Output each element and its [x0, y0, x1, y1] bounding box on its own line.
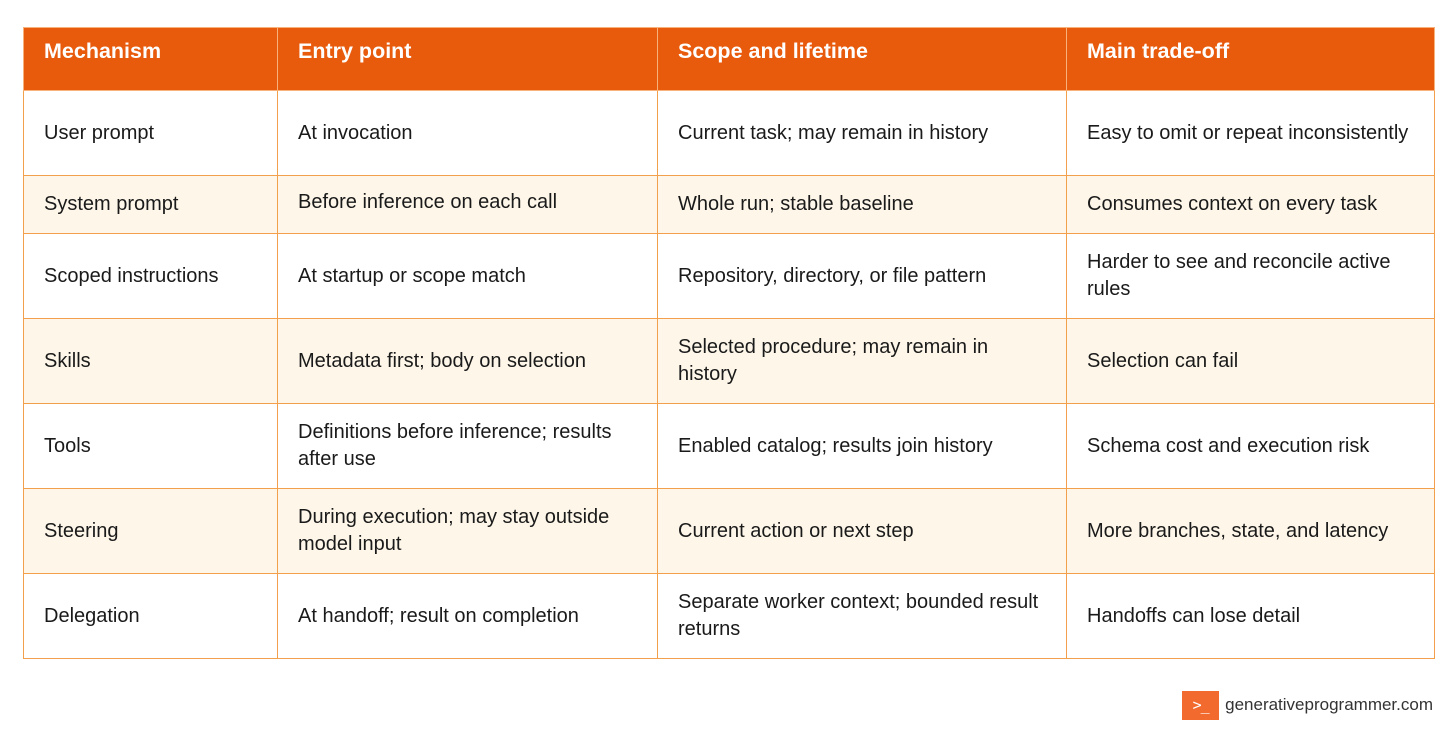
- header-entry-point: Entry point: [278, 28, 658, 91]
- cell-entry-point: Metadata first; body on selection: [278, 319, 658, 404]
- cell-scope-and-lifetime: Current action or next step: [658, 489, 1067, 574]
- cell-scope-and-lifetime: Selected procedure; may remain in history: [658, 319, 1067, 404]
- brand-url[interactable]: generativeprogrammer.com: [1225, 695, 1433, 714]
- header-row: [24, 28, 1435, 91]
- table-row: [24, 319, 1435, 404]
- table-body: [24, 91, 1435, 659]
- cell-scope-and-lifetime: Whole run; stable baseline: [658, 176, 1067, 234]
- table-row: [24, 234, 1435, 319]
- cell-entry-point: At invocation: [278, 91, 658, 176]
- table-row: [24, 91, 1435, 176]
- cell-mechanism: Scoped instructions: [24, 234, 278, 319]
- header-main-trade-off: Main trade-off: [1067, 28, 1435, 91]
- cell-mechanism: Delegation: [24, 574, 278, 659]
- terminal-prompt-icon: >_: [1182, 691, 1219, 720]
- cell-mechanism: User prompt: [24, 91, 278, 176]
- cell-main-trade-off: Schema cost and execution risk: [1067, 404, 1435, 489]
- cell-main-trade-off: More branches, state, and latency: [1067, 489, 1435, 574]
- cell-mechanism: Steering: [24, 489, 278, 574]
- table-header: [24, 28, 1435, 91]
- cell-scope-and-lifetime: Repository, directory, or file pattern: [658, 234, 1067, 319]
- cell-entry-point: During execution; may stay outside model input: [278, 489, 658, 574]
- cell-scope-and-lifetime: Enabled catalog; results join history: [658, 404, 1067, 489]
- cell-entry-point: Before inference on each call: [278, 176, 658, 234]
- cell-mechanism: System prompt: [24, 176, 278, 234]
- cell-mechanism: Skills: [24, 319, 278, 404]
- cell-entry-point: At startup or scope match: [278, 234, 658, 319]
- cell-scope-and-lifetime: Current task; may remain in history: [658, 91, 1067, 176]
- cell-mechanism: Tools: [24, 404, 278, 489]
- table-row: [24, 404, 1435, 489]
- table-row: [24, 489, 1435, 574]
- cell-main-trade-off: Handoffs can lose detail: [1067, 574, 1435, 659]
- cell-main-trade-off: Harder to see and reconcile active rules: [1067, 234, 1435, 319]
- header-scope-and-lifetime: Scope and lifetime: [658, 28, 1067, 91]
- cell-entry-point: Definitions before inference; results after use: [278, 404, 658, 489]
- comparison-table: [23, 27, 1435, 659]
- cell-entry-point: At handoff; result on completion: [278, 574, 658, 659]
- cell-main-trade-off: Selection can fail: [1067, 319, 1435, 404]
- cell-main-trade-off: Consumes context on every task: [1067, 176, 1435, 234]
- cell-scope-and-lifetime: Separate worker context; bounded result returns: [658, 574, 1067, 659]
- table-row: [24, 574, 1435, 659]
- header-mechanism: Mechanism: [24, 28, 278, 91]
- table-row: [24, 176, 1435, 234]
- brand-footer[interactable]: [1182, 690, 1433, 720]
- cell-main-trade-off: Easy to omit or repeat inconsistently: [1067, 91, 1435, 176]
